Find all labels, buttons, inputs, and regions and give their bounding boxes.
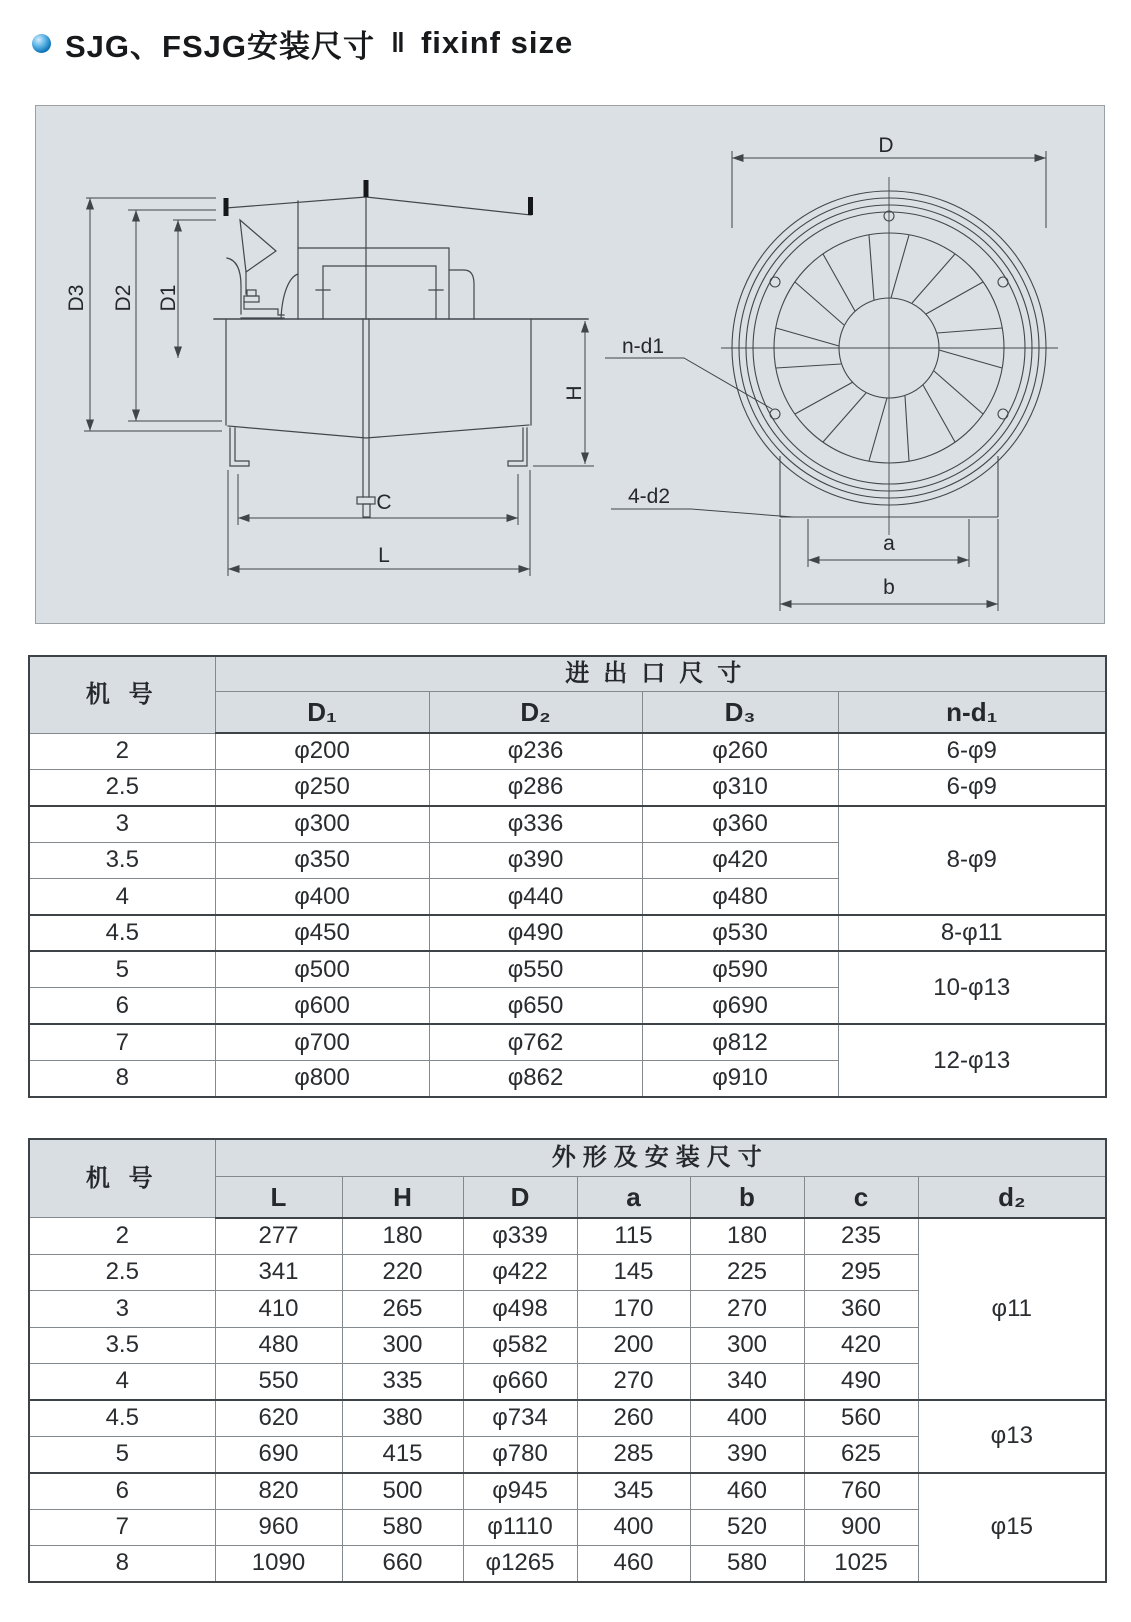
- group-header-inlet-outlet: 进出口尺寸: [215, 656, 1106, 692]
- col-header-c: c: [804, 1176, 918, 1218]
- value-cell: 490: [804, 1363, 918, 1399]
- col-header-d2: D₂: [429, 692, 642, 734]
- value-cell: φ420: [642, 842, 838, 878]
- page-title-row: [32, 22, 1131, 64]
- value-cell: 820: [215, 1473, 342, 1509]
- value-cell: 235: [804, 1218, 918, 1254]
- value-cell: 145: [577, 1254, 690, 1290]
- value-cell: 580: [690, 1545, 804, 1581]
- table-row: [29, 1218, 1106, 1254]
- value-cell: 335: [342, 1363, 463, 1399]
- value-cell: 1025: [804, 1545, 918, 1581]
- side-view-labels: [65, 285, 586, 567]
- value-cell: 345: [577, 1473, 690, 1509]
- value-cell: φ700: [215, 1024, 429, 1060]
- merged-hole-spec-cell: 12-φ13: [838, 1024, 1106, 1097]
- front-view-drawing: [721, 177, 1058, 535]
- value-cell: 560: [804, 1400, 918, 1436]
- value-cell: φ780: [463, 1436, 577, 1472]
- leader-label-n-d1: n-d1: [621, 335, 665, 358]
- value-cell: 460: [690, 1473, 804, 1509]
- value-cell: 295: [804, 1254, 918, 1290]
- dim-label-d3: D3: [65, 284, 88, 312]
- value-cell: 520: [690, 1509, 804, 1545]
- value-cell: 270: [690, 1291, 804, 1327]
- value-cell: φ812: [642, 1024, 838, 1060]
- value-cell: φ590: [642, 951, 838, 987]
- value-cell: 410: [215, 1291, 342, 1327]
- machine-no-cell: 2.5: [29, 1254, 215, 1290]
- dim-label-c: C: [376, 491, 392, 514]
- group-header-mounting: 外形及安装尺寸: [215, 1139, 1106, 1177]
- col-header-D: D: [463, 1176, 577, 1218]
- machine-no-cell: 3: [29, 1291, 215, 1327]
- table-header-row: [29, 656, 1106, 692]
- value-cell: 225: [690, 1254, 804, 1290]
- value-cell: 260: [577, 1400, 690, 1436]
- catalog-page: [0, 22, 1131, 1622]
- side-view-drawing: [214, 180, 588, 517]
- value-cell: 380: [342, 1400, 463, 1436]
- machine-no-cell: 5: [29, 1436, 215, 1472]
- value-cell: 265: [342, 1291, 463, 1327]
- merged-hole-spec-cell: 6-φ9: [838, 733, 1106, 769]
- value-cell: 415: [342, 1436, 463, 1472]
- machine-no-cell: 5: [29, 951, 215, 987]
- value-cell: φ550: [429, 951, 642, 987]
- merged-hole-spec-cell: 8-φ11: [838, 915, 1106, 951]
- value-cell: φ910: [642, 1061, 838, 1097]
- value-cell: 300: [342, 1327, 463, 1363]
- dim-label-d: D: [878, 134, 894, 157]
- value-cell: φ336: [429, 806, 642, 842]
- value-cell: φ734: [463, 1400, 577, 1436]
- value-cell: 480: [215, 1327, 342, 1363]
- dim-label-l: L: [378, 544, 390, 567]
- value-cell: 270: [577, 1363, 690, 1399]
- merged-hole-spec-cell: 8-φ9: [838, 806, 1106, 915]
- value-cell: φ350: [215, 842, 429, 878]
- col-header-a: a: [577, 1176, 690, 1218]
- value-cell: φ390: [429, 842, 642, 878]
- dim-label-b: b: [883, 576, 895, 599]
- dim-label-d2: D2: [112, 284, 135, 312]
- machine-no-cell: 6: [29, 1473, 215, 1509]
- value-cell: φ500: [215, 951, 429, 987]
- machine-no-cell: 2.5: [29, 769, 215, 805]
- value-cell: 220: [342, 1254, 463, 1290]
- blue-bullet-icon: [32, 34, 51, 53]
- value-cell: 660: [342, 1545, 463, 1581]
- machine-no-cell: 4: [29, 1363, 215, 1399]
- value-cell: φ600: [215, 988, 429, 1024]
- table-row: [29, 951, 1106, 987]
- machine-no-cell: 7: [29, 1509, 215, 1545]
- col-header-L: L: [215, 1176, 342, 1218]
- machine-no-cell: 3: [29, 806, 215, 842]
- leader-label-4-d2: 4-d2: [627, 485, 671, 508]
- col-header-b: b: [690, 1176, 804, 1218]
- value-cell: φ260: [642, 733, 838, 769]
- value-cell: 180: [690, 1218, 804, 1254]
- merged-hole-spec-cell: 6-φ9: [838, 769, 1106, 805]
- value-cell: φ310: [642, 769, 838, 805]
- page-title-zh: SJG、FSJG安装尺寸: [65, 28, 375, 64]
- machine-no-cell: 3.5: [29, 842, 215, 878]
- machine-no-cell: 8: [29, 1545, 215, 1581]
- value-cell: 1090: [215, 1545, 342, 1581]
- value-cell: φ300: [215, 806, 429, 842]
- value-cell: 300: [690, 1327, 804, 1363]
- machine-no-cell: 4.5: [29, 1400, 215, 1436]
- machine-no-cell: 4: [29, 879, 215, 915]
- machine-no-header: 机 号: [29, 1139, 215, 1218]
- machine-no-cell: 6: [29, 988, 215, 1024]
- value-cell: φ660: [463, 1363, 577, 1399]
- value-cell: 420: [804, 1327, 918, 1363]
- value-cell: φ422: [463, 1254, 577, 1290]
- technical-drawing-panel: [35, 105, 1105, 624]
- page-title-en: fixinf size: [420, 25, 574, 60]
- merged-hole-spec-cell: φ13: [918, 1400, 1106, 1473]
- dim-label-a: a: [883, 532, 895, 555]
- value-cell: 200: [577, 1327, 690, 1363]
- dim-label-d1: D1: [157, 284, 180, 312]
- side-view-dimensions: [84, 198, 594, 576]
- value-cell: 625: [804, 1436, 918, 1472]
- value-cell: 580: [342, 1509, 463, 1545]
- machine-no-header: 机 号: [29, 656, 215, 733]
- value-cell: φ200: [215, 733, 429, 769]
- value-cell: φ862: [429, 1061, 642, 1097]
- value-cell: φ490: [429, 915, 642, 951]
- value-cell: φ530: [642, 915, 838, 951]
- table-mounting-dimensions: [28, 1138, 1107, 1583]
- col-header-d3: D₃: [642, 692, 838, 734]
- table-header-row: [29, 1139, 1106, 1177]
- value-cell: φ440: [429, 879, 642, 915]
- col-header-d1: D₁: [215, 692, 429, 734]
- value-cell: 620: [215, 1400, 342, 1436]
- value-cell: 960: [215, 1509, 342, 1545]
- value-cell: φ762: [429, 1024, 642, 1060]
- value-cell: φ690: [642, 988, 838, 1024]
- col-header-H: H: [342, 1176, 463, 1218]
- table-row: [29, 1400, 1106, 1436]
- value-cell: 690: [215, 1436, 342, 1472]
- value-cell: φ650: [429, 988, 642, 1024]
- machine-no-cell: 7: [29, 1024, 215, 1060]
- value-cell: φ250: [215, 769, 429, 805]
- value-cell: φ339: [463, 1218, 577, 1254]
- value-cell: 341: [215, 1254, 342, 1290]
- merged-hole-spec-cell: 10-φ13: [838, 951, 1106, 1024]
- merged-hole-spec-cell: φ15: [918, 1473, 1106, 1582]
- value-cell: 400: [577, 1509, 690, 1545]
- value-cell: φ582: [463, 1327, 577, 1363]
- value-cell: 460: [577, 1545, 690, 1581]
- value-cell: φ450: [215, 915, 429, 951]
- value-cell: 180: [342, 1218, 463, 1254]
- machine-no-cell: 8: [29, 1061, 215, 1097]
- value-cell: φ400: [215, 879, 429, 915]
- table-row: [29, 1473, 1106, 1509]
- value-cell: φ1110: [463, 1509, 577, 1545]
- value-cell: 115: [577, 1218, 690, 1254]
- machine-no-cell: 3.5: [29, 1327, 215, 1363]
- value-cell: φ286: [429, 769, 642, 805]
- value-cell: 760: [804, 1473, 918, 1509]
- machine-no-cell: 4.5: [29, 915, 215, 951]
- value-cell: 170: [577, 1291, 690, 1327]
- table-row: [29, 769, 1106, 805]
- front-view-labels: [622, 134, 895, 599]
- fan-dimension-drawing: [36, 106, 1104, 623]
- value-cell: 340: [690, 1363, 804, 1399]
- merged-hole-spec-cell: φ11: [918, 1218, 1106, 1400]
- table-row: [29, 806, 1106, 842]
- table-row: [29, 915, 1106, 951]
- value-cell: 277: [215, 1218, 342, 1254]
- machine-no-cell: 2: [29, 733, 215, 769]
- value-cell: 390: [690, 1436, 804, 1472]
- value-cell: φ1265: [463, 1545, 577, 1581]
- title-divider: ‖: [391, 27, 405, 58]
- table-inlet-outlet-dimensions: [28, 655, 1107, 1098]
- col-header-d2: d₂: [918, 1176, 1106, 1218]
- machine-no-cell: 2: [29, 1218, 215, 1254]
- value-cell: φ945: [463, 1473, 577, 1509]
- value-cell: 900: [804, 1509, 918, 1545]
- value-cell: 360: [804, 1291, 918, 1327]
- dim-label-h: H: [563, 385, 586, 401]
- table-row: [29, 1024, 1106, 1060]
- value-cell: φ360: [642, 806, 838, 842]
- value-cell: 500: [342, 1473, 463, 1509]
- table-row: [29, 733, 1106, 769]
- value-cell: 285: [577, 1436, 690, 1472]
- value-cell: 550: [215, 1363, 342, 1399]
- value-cell: φ236: [429, 733, 642, 769]
- value-cell: φ480: [642, 879, 838, 915]
- col-header-n-d1: n-d₁: [838, 692, 1106, 734]
- value-cell: φ800: [215, 1061, 429, 1097]
- value-cell: 400: [690, 1400, 804, 1436]
- value-cell: φ498: [463, 1291, 577, 1327]
